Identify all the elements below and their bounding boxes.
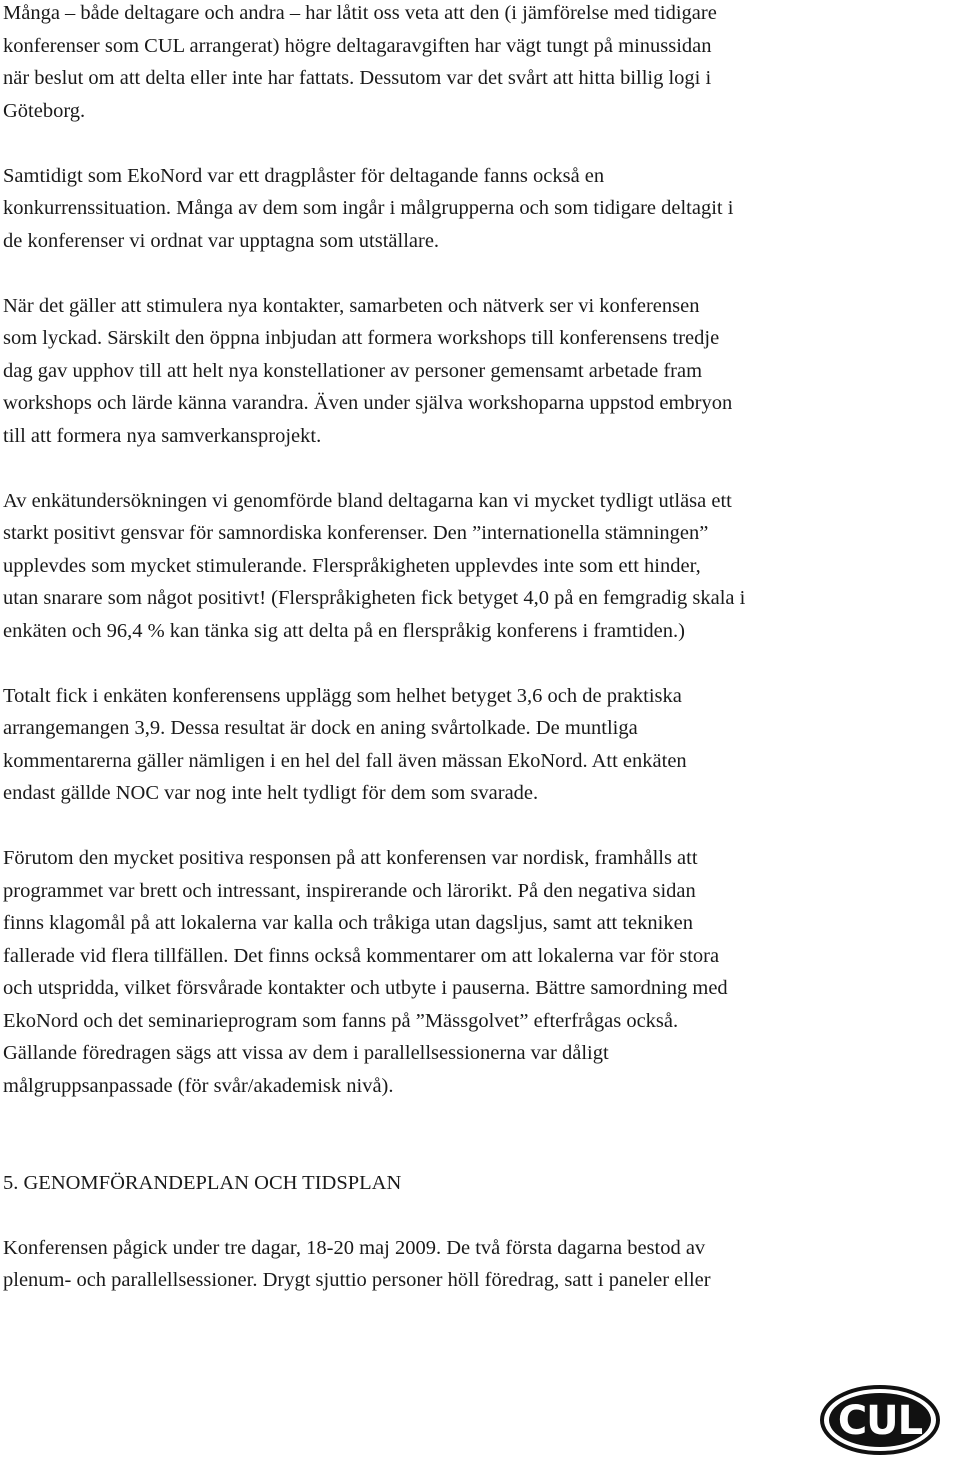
text-line: som lyckad. Särskilt den öppna inbjudan att formera workshops till konferensens tredje xyxy=(3,327,720,349)
text-line: Totalt fick i enkäten konferensens upplägg som helhet betyget 3,6 och de praktiska xyxy=(3,684,682,707)
text-line: konferenser som CUL arrangerat) högre deltagaravgiften har vägt tungt på minussidan xyxy=(3,34,712,57)
text-line: de konferenser vi ordnat var upptagna som utställare. xyxy=(3,229,440,252)
text-line: endast gällde NOC var nog inte helt tydligt för dem som svarade. xyxy=(3,782,539,804)
paragraph-competition xyxy=(3,160,955,258)
document-page xyxy=(3,0,955,1297)
text-line: starkt positivt gensvar för samnordiska konferenser. Den ”internationella stämningen” xyxy=(3,522,709,544)
text-line: När det gäller att stimulera nya kontakter, samarbeten och nätverk ser vi konferensen xyxy=(3,294,700,317)
text-line: upplevdes som mycket stimulerande. Flerspråkigheten upplevdes inte som ett hinder, xyxy=(3,554,701,577)
text-line: Många – både deltagare och andra – har låtit oss veta att den (i jämförelse med tidigare xyxy=(3,2,717,24)
cul-logo-text: CUL xyxy=(837,1398,923,1444)
paragraph-schedule xyxy=(3,1232,955,1297)
text-line: Av enkätundersökningen vi genomförde bland deltagarna kan vi mycket tydligt utläsa ett xyxy=(3,489,732,512)
text-line: Konferensen pågick under tre dagar, 18-20 maj 2009. De två första dagarna bestod av xyxy=(3,1236,706,1259)
cul-logo-icon xyxy=(818,1383,942,1457)
text-line: fallerade vid flera tillfällen. Det finns också kommentarer om att lokalerna var för stora xyxy=(3,944,720,967)
text-line: plenum- och parallellsessioner. Drygt sjuttio personer höll föredrag, satt i paneler eller xyxy=(3,1269,711,1291)
text-line: när beslut om att delta eller inte har fattats. Dessutom var det svårt att hitta billig logi i xyxy=(3,67,712,89)
text-line: kommentarerna gäller nämligen i en hel del fall även mässan EkoNord. Att enkäten xyxy=(3,749,687,772)
text-line: dag gav upphov till att helt nya konstellationer av personer gemensamt arbetade fram xyxy=(3,359,703,382)
text-line: finns klagomål på att lokalerna var kalla och tråkiga utan dagsljus, samt att tekniken xyxy=(3,912,693,934)
text-line: enkäten och 96,4 % kan tänka sig att delta på en flerspråkig konferens i framtiden.) xyxy=(3,619,685,642)
paragraph-feedback xyxy=(3,842,955,1102)
text-line: Göteborg. xyxy=(3,99,86,122)
text-line: workshops och lärde känna varandra. Även under själva workshoparna uppstod embryon xyxy=(3,392,733,414)
cul-logo xyxy=(818,1383,942,1457)
text-line: konkurrenssituation. Många av dem som ingår i målgrupperna och som tidigare deltagit i xyxy=(3,197,734,219)
text-line: Förutom den mycket positiva responsen på att konferensen var nordisk, framhålls att xyxy=(3,847,698,869)
text-line: till att formera nya samverkansprojekt. xyxy=(3,424,322,447)
paragraph-ratings xyxy=(3,680,955,810)
text-line: programmet var brett och intressant, inspirerande och lärorikt. På den negativa sidan xyxy=(3,879,696,902)
paragraph-networking xyxy=(3,290,955,453)
text-line: EkoNord och det seminarieprogram som fanns på ”Mässgolvet” efterfrågas också. xyxy=(3,1009,679,1032)
text-line: och utspridda, vilket försvårade kontakter och utbyte i pauserna. Bättre samordning med xyxy=(3,977,728,999)
section-heading: 5. GENOMFÖRANDEPLAN OCH TIDSPLAN xyxy=(3,1172,402,1194)
text-line: målgruppsanpassade (för svår/akademisk nivå). xyxy=(3,1074,394,1097)
text-line: utan snarare som något positivt! (Flerspråkigheten fick betyget 4,0 på en femgradig skala i xyxy=(3,587,746,609)
paragraph-survey xyxy=(3,485,955,648)
text-line: Samtidigt som EkoNord var ett dragplåster för deltagande fanns också en xyxy=(3,164,605,187)
text-line: Gällande föredragen sägs att vissa av dem i parallellsessionerna var dåligt xyxy=(3,1042,609,1064)
paragraph-participation-fee xyxy=(3,0,955,127)
text-line: arrangemangen 3,9. Dessa resultat är dock en aning svårtolkade. De muntliga xyxy=(3,717,638,739)
